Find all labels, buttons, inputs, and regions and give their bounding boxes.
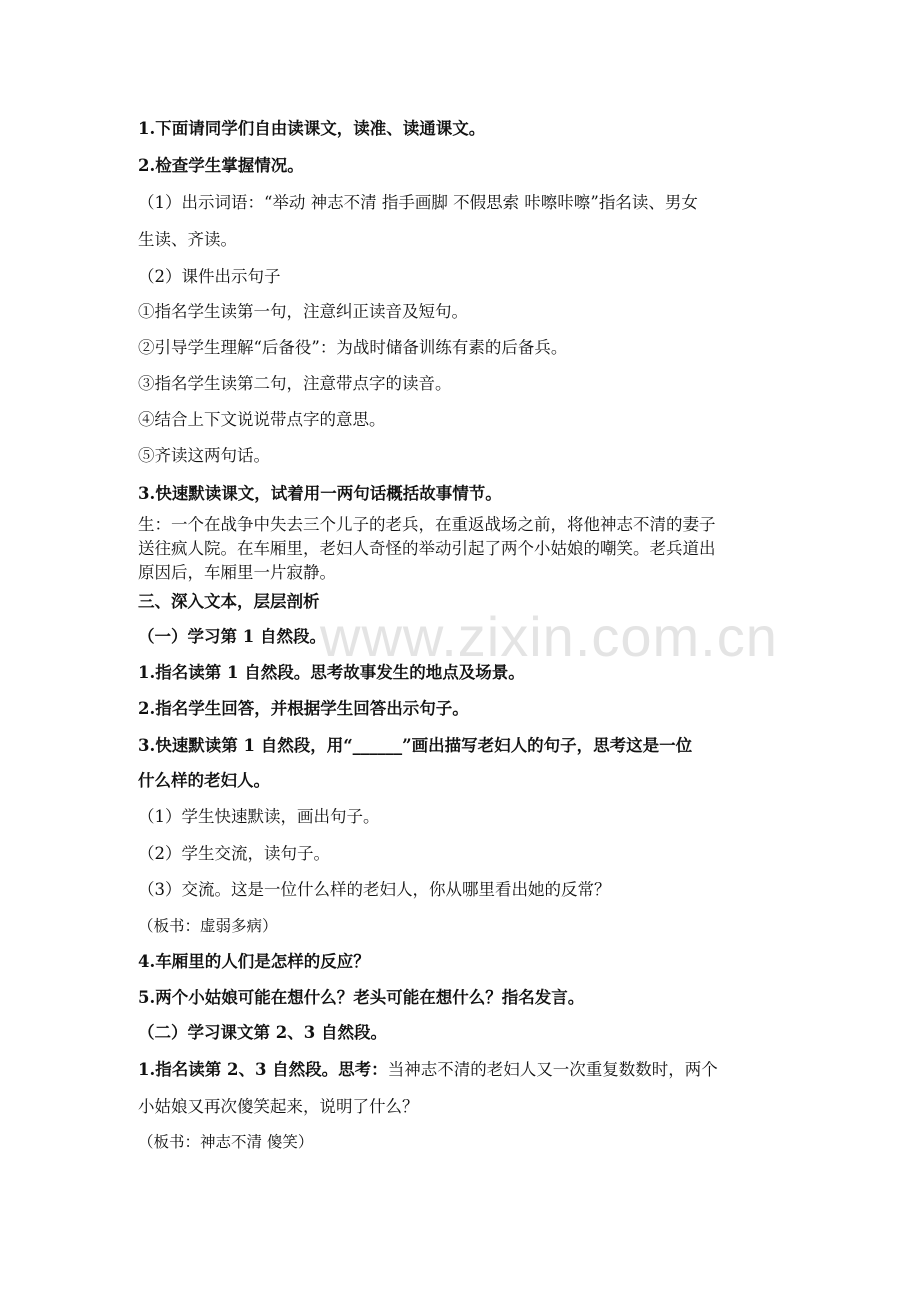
p1-sub-3: （3）交流。这是一位什么样的老妇人，你从哪里看出她的反常？ [138,880,611,899]
item-circle-2: ②引导学生理解“后备役”：为战时储备训练有素的后备兵。 [138,338,568,357]
step-1: 1.下面请同学们自由读课文，读准、读通课文。 [138,119,486,138]
p2-step-1-rest: 当神志不清的老妇人又一次重复数数时，两个 [387,1060,718,1079]
p2-step-1-line-2: 小姑娘又再次傻笑起来，说明了什么？ [138,1097,419,1116]
p1-step-1: 1.指名读第 1 自然段。思考故事发生的地点及场景。 [138,663,525,682]
board-note-1: （板书：虚弱多病） [138,917,278,935]
item-circle-1: ①指名学生读第一句，注意纠正读音及短句。 [138,302,468,321]
item-circle-3: ③指名学生读第二句，注意带点字的读音。 [138,374,452,393]
p1-step-3-line-2: 什么样的老妇人。 [138,771,270,790]
p1-sub-1: （1）学生快速默读，画出句子。 [138,807,380,826]
p2-step-1-line-1 [138,1059,788,1081]
watermark: www.zixin.com.cn [320,605,778,668]
p2-step-1-lead: 1.指名读第 2、3 自然段。思考： [138,1060,388,1079]
sub-2: （2）课件出示句子 [138,267,281,286]
section-heading: 三、深入文本，层层剖析 [138,592,320,611]
sub-1-line-2: 生读、齐读。 [138,230,237,249]
p1-step-5: 5.两个小姑娘可能在想什么？老头可能在想什么？指名发言。 [138,988,585,1007]
item-circle-4: ④结合上下文说说带点字的意思。 [138,410,386,429]
p1-step-2: 2.指名学生回答，并根据学生回答出示句子。 [138,699,469,718]
student-answer-3: 原因后，车厢里一片寂静。 [138,563,336,582]
student-answer-2: 送往疯人院。在车厢里，老妇人奇怪的举动引起了两个小姑娘的嘲笑。老兵道出 [138,539,716,558]
p1-sub-2: （2）学生交流，读句子。 [138,844,330,863]
student-answer-1: 生：一个在战争中失去三个儿子的老兵，在重返战场之前，将他神志不清的妻子 [138,515,716,534]
p1-step-4: 4.车厢里的人们是怎样的反应？ [138,952,370,971]
subsection-2: （二）学习课文第 2、3 自然段。 [138,1023,387,1042]
step-2: 2.检查学生掌握情况。 [138,156,304,175]
item-circle-5: ⑤齐读这两句话。 [138,446,270,465]
step-3: 3.快速默读课文，试着用一两句话概括故事情节。 [138,484,502,503]
subsection-1: （一）学习第 1 自然段。 [138,627,326,646]
p1-step-3-line-1: 3.快速默读第 1 自然段，用“______”画出描写老妇人的句子，思考这是一位 [138,736,693,755]
sub-1-line-1: （1）出示词语：“举动 神志不清 指手画脚 不假思索 咔嚓咔嚓”指名读、男女 [138,193,698,212]
board-note-2: （板书：神志不清 傻笑） [138,1133,314,1151]
